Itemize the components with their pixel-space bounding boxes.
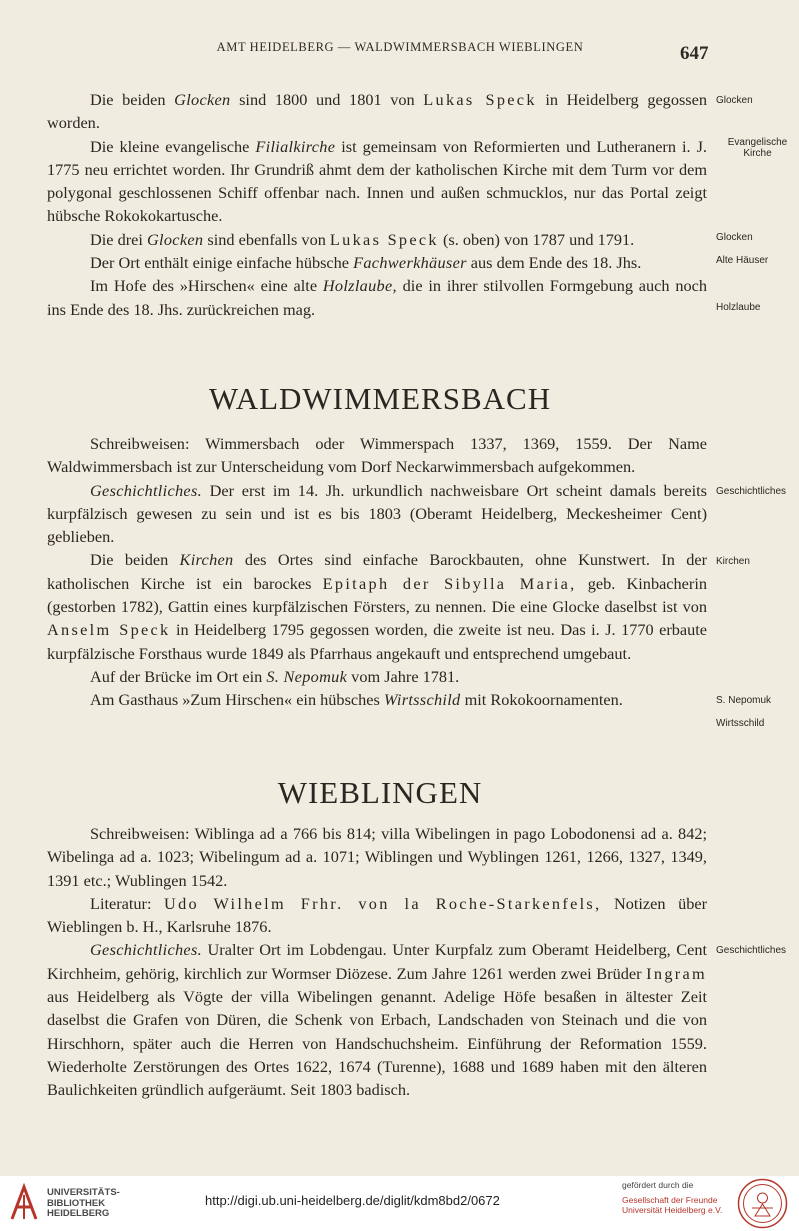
paragraph-holzlaube: Im Hofe des »Hirschen« eine alte Holzlaube, die in ihrer stilvollen Formgebung auch noch ins Ende des 18. Jhs. zurückreichen mag. [47, 276, 707, 319]
margin-note-geschichtliches: Geschichtliches [716, 486, 787, 497]
paragraph-kirchen: Die beiden Kirchen des Ortes sind einfache Barockbauten, ohne Kunstwert. In der katholischen Kirche ist ein barockes Epitaph der Sibylla Maria, geb. Kinbacherin (gestorben 1782), Gattin eines kurpfälzischen Försters, zu nennen. Die eine Glocke daselbst ist von Anselm Speck in Heidelberg 1795 gegossen worden, die zweite ist neu. Das i. J. 1770 erbaute kurpfälzische Forsthaus wurde 1849 als Pfarrhaus angekauft und entsprechend umgebaut. [47, 550, 707, 663]
margin-note-alte-haeuser: Alte Häuser [716, 255, 769, 266]
library-name-line: HEIDELBERG [47, 1208, 110, 1219]
sponsor-name-line: Universität Heidelberg e.V. [622, 1205, 723, 1215]
library-name-line: BIBLIOTHEK [47, 1197, 106, 1209]
running-header: AMT HEIDELBERG — WALDWIMMERSBACH WIEBLINGEN [216, 40, 584, 54]
margin-note-geschichtliches-2: Geschichtliches [716, 945, 787, 956]
margin-note-line: Kirche [743, 148, 772, 159]
section-title-waldwimmersbach: WALDWIMMERSBACH [208, 381, 552, 416]
footer-bar [0, 1176, 799, 1231]
paragraph-literatur: Literatur: Udo Wilhelm Frhr. von la Roche-Starkenfels, Notizen über Wieblingen b. H., Karlsruhe 1876. [47, 893, 707, 937]
section-title-wieblingen: WIEBLINGEN [277, 775, 483, 810]
margin-note-evangelische [716, 137, 799, 159]
margin-note-line: Evangelische [727, 137, 788, 148]
sponsor-name [622, 1195, 722, 1215]
margin-note-nepomuk: S. Nepomuk [716, 695, 772, 706]
library-name [47, 1188, 120, 1220]
university-library-logo-icon [8, 1183, 40, 1223]
page-number: 647 [680, 43, 709, 64]
permalink-url[interactable]: http://digi.ub.uni-heidelberg.de/diglit/kdm8bd2/0672 [205, 1193, 500, 1208]
paragraph-geschichtliches: Geschichtliches. Der erst im 14. Jh. urkundlich nachweisbare Ort scheint damals bereits kurpfälzisch gewesen zu sein und ist es bis 1803 (Oberamt Heidelberg, Meckesheimer Cent) geblieben. [47, 480, 707, 547]
sponsor-name-line: Gesellschaft der Freunde [622, 1195, 718, 1205]
paragraph-glocken-drei: Die drei Glocken sind ebenfalls von Lukas Speck (s. oben) von 1787 und 1791. [90, 229, 635, 249]
margin-note-glocken: Glocken [716, 95, 753, 106]
sponsor-caption: gefördert durch die [622, 1180, 694, 1190]
margin-note-holzlaube: Holzlaube [716, 302, 761, 313]
margin-note-glocken-2: Glocken [716, 232, 753, 243]
intro-text-block [47, 88, 707, 321]
university-seal-icon [737, 1178, 788, 1229]
library-name-line: UNIVERSITÄTS- [47, 1187, 120, 1198]
paragraph-filialkirche: Die kleine evangelische Filialkirche ist gemeinsam von Reformierten und Lutheranern i. J. 1775 neu errichtet worden. Ihr Grundriß ahmt dem der katholischen Kirche mit dem Turm vor dem polygonal geschlossenen Schiff offenbar nach. Innen und außen schmucklos, nur das Portal zeigt hübsche Rokokokartusche. [47, 136, 708, 226]
waldwimmersbach-text-block [47, 432, 707, 712]
paragraph-fachwerk: Der Ort enthält einige einfache hübsche Fachwerkhäuser aus dem Ende des 18. Jhs. [90, 253, 642, 273]
margin-note-kirchen: Kirchen [716, 556, 750, 567]
paragraph-schreibweisen: Schreibweisen: Wimmersbach oder Wimmerspach 1337, 1369, 1559. Der Name Waldwimmersbach ist zur Unterscheidung vom Dorf Neckarwimmersbach aufgekommen. [47, 434, 707, 477]
paragraph-geschichtliches-wieblingen: Geschichtliches. Uralter Ort im Lobdengau. Unter Kurpfalz zum Oberamt Heidelberg, Cent Kirchheim, gehörig, kirchlich zur Wormser Diözese. Zum Jahre 1261 werden zwei Brüder Ingram aus Heidelberg als Vögte der villa Wibelingen genannt. Adelige Höfe besaßen in ältester Zeit daselbst die Grafen von Düren, die Schenk von Erbach, Landschaden von Steinach und die von Hirschhorn, später auch die Herren von Handschuchsheim. Einführung der Reformation 1559. Wiederholte Zerstörungen des Ortes 1622, 1674 (Turenne), 1688 und 1689 haben mit den älteren Baulichkeiten gründlich aufgeräumt. Seit 1803 badisch. [47, 940, 707, 1100]
margin-note-wirtsschild: Wirtsschild [716, 718, 765, 729]
paragraph-nepomuk: Auf der Brücke im Ort ein S. Nepomuk vom Jahre 1781. [90, 666, 460, 686]
wieblingen-text-block [47, 822, 707, 1102]
paragraph-wirtsschild: Am Gasthaus »Zum Hirschen« ein hübsches Wirtsschild mit Rokokoornamenten. [90, 690, 623, 710]
paragraph-glocken: Die beiden Glocken sind 1800 und 1801 von Lukas Speck in Heidelberg gegossen worden. [47, 90, 708, 133]
paragraph-schreibweisen-wieblingen: Schreibweisen: Wiblinga ad a 766 bis 814; villa Wibelingen in pago Lobodonensi ad a. 842; Wibelinga ad a. 1023; Wibelingum ad a. 1071; Wiblingen und Wyblingen 1261, 1266, 1327, 1349, 1391 etc.; Wublingen 1542. [47, 824, 707, 890]
